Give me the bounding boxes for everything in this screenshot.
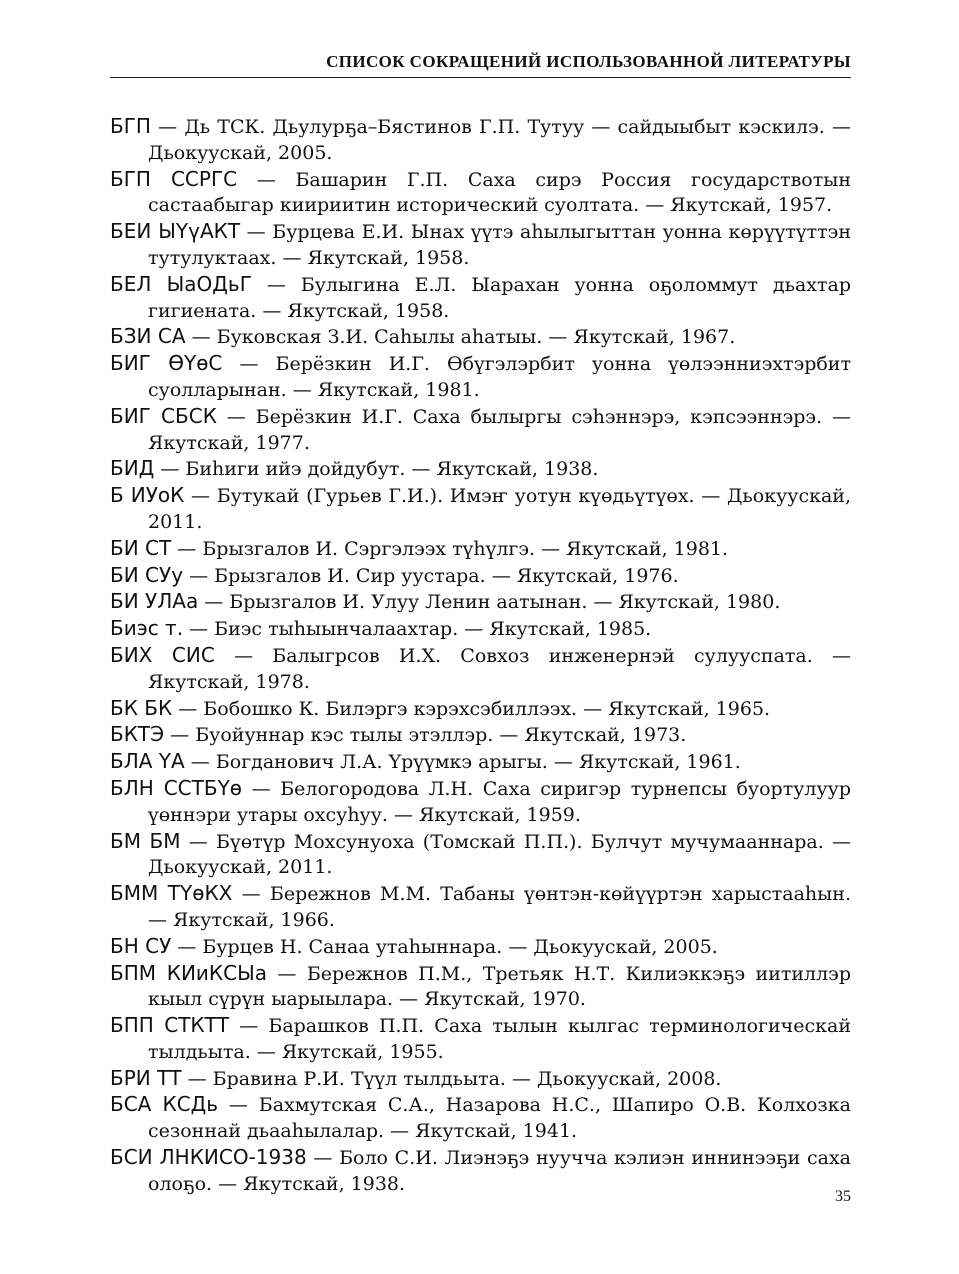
list-item xyxy=(110,114,851,167)
entry-abbreviation: БЗИ СА xyxy=(110,324,186,349)
list-item xyxy=(110,272,851,325)
list-item xyxy=(110,1013,851,1066)
entry-abbreviation: БК БК xyxy=(110,695,173,720)
entry-text: — Буойуннар кэс тылы этэллэр. — Якутскай, 1973. xyxy=(170,724,687,747)
entry-text: — Биһиги ийэ дойдубут. — Якутскай, 1938. xyxy=(160,458,599,481)
entry-abbreviation: БЛН ССТБҮө xyxy=(110,775,243,800)
entry-text: — Буковская З.И. Саһылы аһатыы. — Якутскай, 1967. xyxy=(191,326,736,349)
entry-abbreviation: БСА КСДь xyxy=(110,1092,219,1117)
list-item xyxy=(110,616,851,643)
list-item xyxy=(110,563,851,590)
entry-abbreviation: БИГ ӨҮөС xyxy=(110,351,223,376)
entry-abbreviation: БИГ СБСК xyxy=(110,403,217,428)
entry-text: — Бравина Р.И. Түүл тылдьыта. — Дьокуускай, 2008. xyxy=(187,1067,722,1090)
list-item xyxy=(110,1092,851,1145)
entry-abbreviation: БН СУ xyxy=(110,933,172,958)
entry-text: — Булыгина Е.Л. Ыарахан уонна оҕоломмут дьахтар гигиената. — Якутскай, 1958. xyxy=(148,273,852,322)
list-item xyxy=(110,696,851,723)
entry-text: — Бережнов М.М. Табаны үөнтэн-көйүүртэн харыстааһын. — Якутскай, 1966. xyxy=(148,883,851,931)
list-item xyxy=(110,219,851,272)
list-item xyxy=(110,1145,851,1198)
list-item xyxy=(110,643,851,696)
entry-text: — Белогородова Л.Н. Саха сиригэр турнепсы буортулуур үөннэри утары охсуһуу. — Якутскай, 1959. xyxy=(148,777,851,826)
list-item xyxy=(110,961,851,1014)
entry-text: — Балыгрсов И.Х. Совхоз инженернэй сулууспата. — Якутскай, 1978. xyxy=(148,644,852,693)
entry-text: — Барашков П.П. Саха тылын кылгас терминологическай тылдьыта. — Якутскай, 1955. xyxy=(148,1015,851,1063)
entry-abbreviation: БЛА ҮА xyxy=(110,749,185,774)
list-item xyxy=(110,167,851,220)
entry-text: — Бүөтүр Мохсунуоха (Томскай П.П.). Булчут мучумааннара. — Дьокуускай, 2011. xyxy=(148,830,851,879)
entry-abbreviation: БИД xyxy=(110,456,155,481)
entry-abbreviation: Биэс т. xyxy=(110,616,184,641)
header-title: СПИСОК СОКРАЩЕНИЙ ИСПОЛЬЗОВАННОЙ ЛИТЕРАТУРЫ xyxy=(326,52,851,71)
entry-abbreviation: БГП ССРГС xyxy=(110,166,238,191)
entry-text: — Биэс тыһыынчалаахтар. — Якутскай, 1985. xyxy=(189,618,652,641)
list-item xyxy=(110,934,851,961)
list-item xyxy=(110,351,851,404)
entry-abbreviation: БСИ ЛНКИСО-1938 xyxy=(110,1145,307,1170)
list-item xyxy=(110,324,851,351)
list-item xyxy=(110,483,851,536)
abbreviation-list xyxy=(110,114,851,1198)
list-item xyxy=(110,776,851,829)
entry-text: — Брызгалов И. Сир уустара. — Якутскай, 1976. xyxy=(189,564,679,587)
entry-abbreviation: Б ИУоК xyxy=(110,483,185,508)
entry-text: — Берёзкин И.Г. Саха былыргы сэһэннэрэ, кэпсээннэрэ. — Якутскай, 1977. xyxy=(148,405,851,454)
list-item xyxy=(110,536,851,563)
entry-text: — Дь ТСК. Дьулурҕа–Бястинов Г.П. Тутуу — сайдыыбыт кэскилэ. — Дьокуускай, 2005. xyxy=(148,116,851,164)
list-item xyxy=(110,722,851,749)
list-item xyxy=(110,829,851,882)
list-item xyxy=(110,589,851,616)
entry-abbreviation: БКТЭ xyxy=(110,722,165,747)
entry-text: — Бобошко К. Билэргэ кэрэхсэбиллээх. — Якутскай, 1965. xyxy=(178,697,771,720)
entry-text: — Брызгалов И. Сэргэлээх түһүлгэ. — Якутскай, 1981. xyxy=(177,537,729,560)
entry-text: — Брызгалов И. Улуу Ленин аатынан. — Якутскай, 1980. xyxy=(204,591,781,614)
entry-text: — Бахмутская С.А., Назарова Н.С., Шапиро О.В. Колхозка сезоннай дьааһылалар. — Якутскай, 1941. xyxy=(148,1094,851,1143)
entry-abbreviation: БЕИ ЫҮүАКТ xyxy=(110,219,241,244)
entry-text: — Бережнов П.М., Третьяк Н.Т. Килиэккэҕэ иитиллэр кыыл сүрүн ыарыылара. — Якутскай, 1970. xyxy=(148,962,851,1011)
entry-text: — Бурцева Е.И. Ынах үүтэ аһылыгыттан уонна көрүүтүттэн тутулуктаах. — Якутскай, 1958. xyxy=(148,221,851,269)
entry-abbreviation: БИ СТ xyxy=(110,535,172,560)
entry-text: — Башарин Г.П. Саха сирэ Россия государствотын састаабыгар киириитин исторический суолтата. — Якутскай, 1957. xyxy=(148,168,852,217)
entry-text: — Богданович Л.А. Үрүүмкэ арыгы. — Якутскай, 1961. xyxy=(190,751,741,774)
running-header xyxy=(110,52,851,78)
entry-abbreviation: БИ СУу xyxy=(110,562,184,587)
entry-text: — Бутукай (Гурьев Г.И.). Имэҥ уотун күөдьүтүөх. — Дьокуускай, 2011. xyxy=(148,485,851,533)
list-item xyxy=(110,456,851,483)
entry-abbreviation: БПМ КИиКСЫа xyxy=(110,960,267,985)
list-item xyxy=(110,404,851,457)
entry-text: — Бурцев Н. Санаа утаһыннара. — Дьокуускай, 2005. xyxy=(177,935,718,958)
list-item xyxy=(110,881,851,934)
entry-abbreviation: БПП СТКТТ xyxy=(110,1013,230,1038)
entry-abbreviation: БРИ ТТ xyxy=(110,1065,182,1090)
entry-text: — Боло С.И. Лиэнэҕэ нуучча кэлиэн иннинээҕи саха олоҕо. — Якутскай, 1938. xyxy=(148,1147,851,1195)
entry-abbreviation: БММ ТҮөКХ xyxy=(110,881,233,906)
entry-abbreviation: БИ УЛАа xyxy=(110,589,199,614)
entry-abbreviation: БМ БМ xyxy=(110,828,181,853)
page-number: 35 xyxy=(835,1188,851,1205)
entry-abbreviation: БИХ СИС xyxy=(110,642,215,667)
list-item xyxy=(110,1066,851,1093)
entry-text: — Берёзкин И.Г. Өбүгэлэрбит уонна үөлээнниэхтэрбит суолларынан. — Якутскай, 1981. xyxy=(148,353,851,401)
entry-abbreviation: БЕЛ ЫаОДьГ xyxy=(110,271,252,296)
entry-abbreviation: БГП xyxy=(110,114,151,138)
list-item xyxy=(110,749,851,776)
